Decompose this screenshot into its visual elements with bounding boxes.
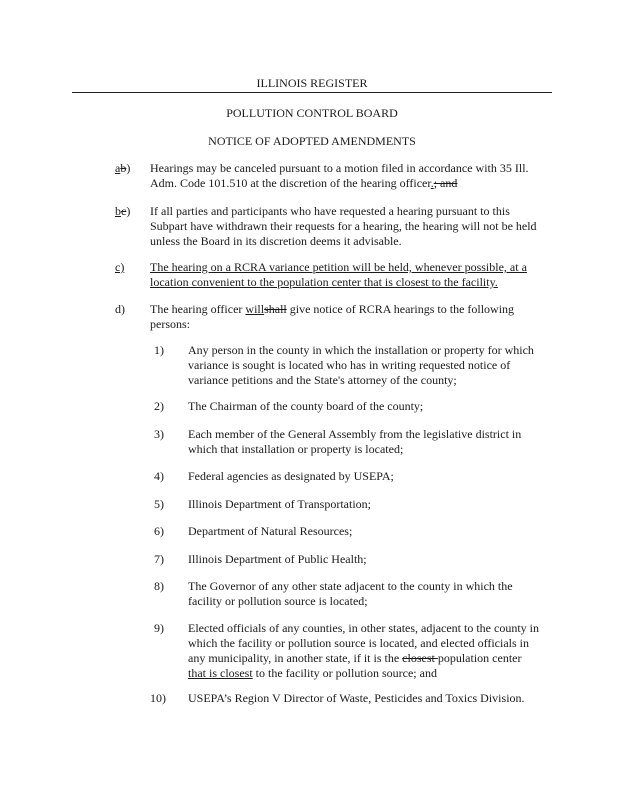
- added-that-is-closest: that is closest: [188, 666, 253, 680]
- register-header: ILLINOIS REGISTER: [72, 76, 552, 93]
- subsection-c-label: c): [115, 260, 125, 274]
- subsection-a-label: ab): [115, 161, 131, 175]
- subsection-b-text: If all parties and participants who have requested a hearing pursuant to this Subpart have withdrawn their requests for a hearing, the hearing will not be held unless the Board in its discretion deems it advisable.: [150, 204, 537, 248]
- deleted-shall: shall: [264, 302, 287, 316]
- deleted-closest: closest: [402, 651, 438, 665]
- added-will: will: [245, 302, 265, 316]
- subsection-b-label: bc): [115, 204, 131, 218]
- subsection-a-text: Hearings may be canceled pursuant to a motion filed in accordance with 35 Ill. Adm. Code 101.510 at the discretion of the hearing officer.; and: [150, 161, 529, 190]
- subsection-c-text: The hearing on a RCRA variance petition will be held, whenever possible, at a location convenient to the population center that is closest to the facility.: [150, 260, 527, 289]
- subsection-d-label: d): [115, 302, 125, 316]
- added-period: .: [430, 176, 434, 190]
- document-page: ILLINOIS REGISTER POLLUTION CONTROL BOARD NOTICE OF ADOPTED AMENDMENTS ab) Hearings may be canceled pursuant to a motion filed in accordance with 35 Ill. Adm. Code 101.510 at the discretion of the hearing officer.; and bc) If all parties and participants who have requested a hearing pursuant to this Subpart have withdrawn their requests for a hearing, the hearing will not be held unless the Board in its discretion deems it advisable. c) The hearing on a RCRA variance petition will be held, whenever possible, at a location convenient to the population center that is closest to the facility. d) The hearing officer willshall give notice of RCRA hearings to the following persons: 1) Any person in the county in which the installation or property for which variance is sought is located who has in writing requested notice of variance petitions and the State's attorney of the county; 2) The Chairman of the county board of the county; 3) Each member of the General Assembly from the legislative district in which that installation or property is located; 4) Federal agencies as designated by USEPA; 5) Illinois Department of Transportation; 6) Department of Natural Resources; 7) Illinois Department of Public Health; 8) The Governor of any other state adjacent to the county in which the facility or pollution source is located; 9) Elected officials of any counties, in other states, adjacent to the county in which the facility or pollution source is located, and elected officials in any municipality, in another state, if it is the closest population center that is closest to the facility or pollution source; and 10) USEPA’s Region V Director of Waste, Pesticides and Toxics Division.: [0, 0, 618, 800]
- deleted-and: ; and: [433, 176, 458, 190]
- board-title: POLLUTION CONTROL BOARD: [226, 106, 398, 120]
- notice-title: NOTICE OF ADOPTED AMENDMENTS: [208, 134, 416, 148]
- subsection-d-text: The hearing officer willshall give notice of RCRA hearings to the following persons:: [150, 302, 515, 331]
